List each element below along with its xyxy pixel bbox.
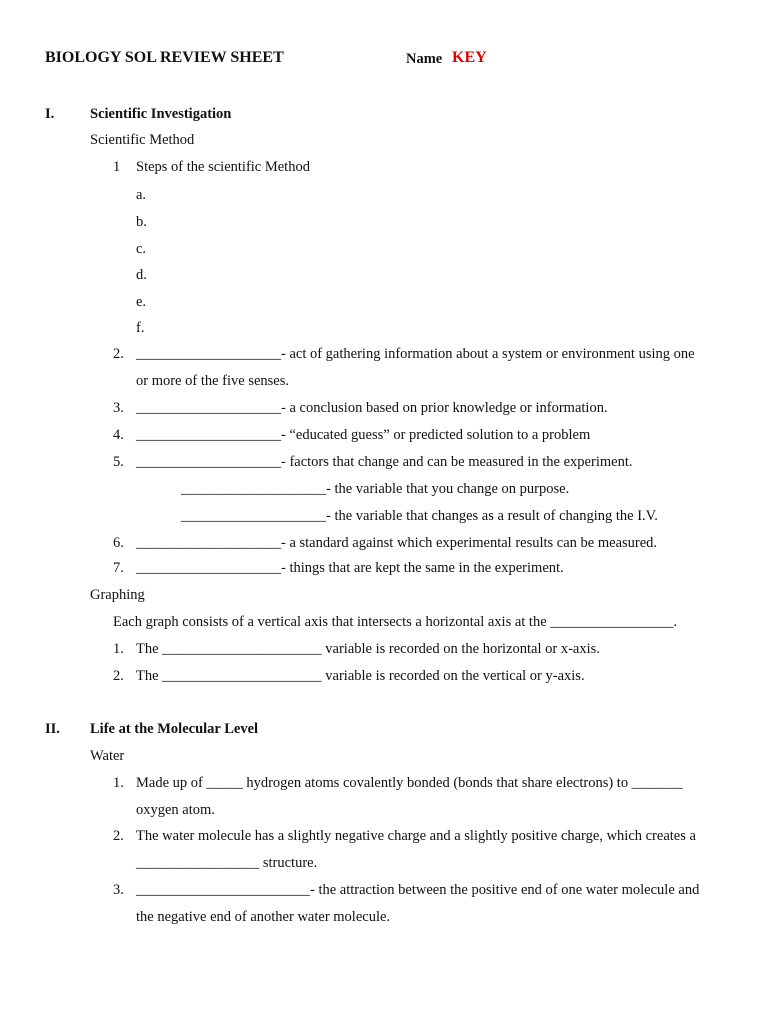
step-b: b.: [136, 214, 147, 230]
water-subheading: Water: [90, 748, 125, 764]
name-value-key: KEY: [452, 49, 487, 66]
graphing-intro: Each graph consists of a vertical axis that intersects a horizontal axis at the _________________.: [113, 614, 678, 630]
w2-number: 2.: [113, 828, 124, 844]
section-2-numeral: II.: [45, 721, 60, 737]
g1-text: The ______________________ variable is recorded on the horizontal or x-axis.: [136, 641, 600, 657]
w1-continuation: oxygen atom.: [136, 802, 215, 818]
document-title: BIOLOGY SOL REVIEW SHEET: [45, 49, 284, 66]
step-f: f.: [136, 320, 145, 336]
w3-text: ________________________- the attraction between the positive end of one water molecule and: [136, 882, 700, 898]
q1-number: 1: [113, 159, 121, 175]
q2-continuation: or more of the five senses.: [136, 373, 290, 389]
q4-text: ____________________- “educated guess” or predicted solution to a problem: [136, 427, 591, 443]
q1-text: Steps of the scientific Method: [136, 159, 310, 175]
scientific-method-subheading: Scientific Method: [90, 132, 195, 148]
q4-number: 4.: [113, 427, 124, 443]
w2-continuation: _________________ structure.: [136, 855, 318, 871]
step-c: c.: [136, 241, 147, 257]
q2-number: 2.: [113, 346, 124, 362]
w3-number: 3.: [113, 882, 124, 898]
q3-text: ____________________- a conclusion based on prior knowledge or information.: [136, 400, 608, 416]
q2-text: ____________________- act of gathering information about a system or environment using one: [136, 346, 695, 362]
g2-number: 2.: [113, 668, 124, 684]
w3-continuation: the negative end of another water molecule.: [136, 909, 391, 925]
w1-number: 1.: [113, 775, 124, 791]
q6-number: 6.: [113, 535, 124, 551]
section-1-heading: Scientific Investigation: [90, 106, 232, 122]
q7-number: 7.: [113, 560, 124, 576]
q5-text: ____________________- factors that change and can be measured in the experiment.: [136, 454, 633, 470]
step-e: e.: [136, 294, 147, 310]
w2-text: The water molecule has a slightly negative charge and a slightly positive charge, which creates a: [136, 828, 696, 844]
q5-independent-variable: ____________________- the variable that you change on purpose.: [181, 481, 570, 497]
g1-number: 1.: [113, 641, 124, 657]
name-label: Name: [406, 51, 443, 67]
step-a: a.: [136, 187, 147, 203]
q7-text: ____________________- things that are kept the same in the experiment.: [136, 560, 564, 576]
w1-text: Made up of _____ hydrogen atoms covalently bonded (bonds that share electrons) to _______: [136, 775, 683, 791]
q6-text: ____________________- a standard against which experimental results can be measured.: [136, 535, 658, 551]
q5-dependent-variable: ____________________- the variable that changes as a result of changing the I.V.: [181, 508, 658, 524]
g2-text: The ______________________ variable is recorded on the vertical or y-axis.: [136, 668, 585, 684]
section-1-numeral: I.: [45, 106, 55, 122]
step-d: d.: [136, 267, 147, 283]
q3-number: 3.: [113, 400, 124, 416]
q5-number: 5.: [113, 454, 124, 470]
section-2-heading: Life at the Molecular Level: [90, 721, 259, 737]
graphing-subheading: Graphing: [90, 587, 145, 603]
